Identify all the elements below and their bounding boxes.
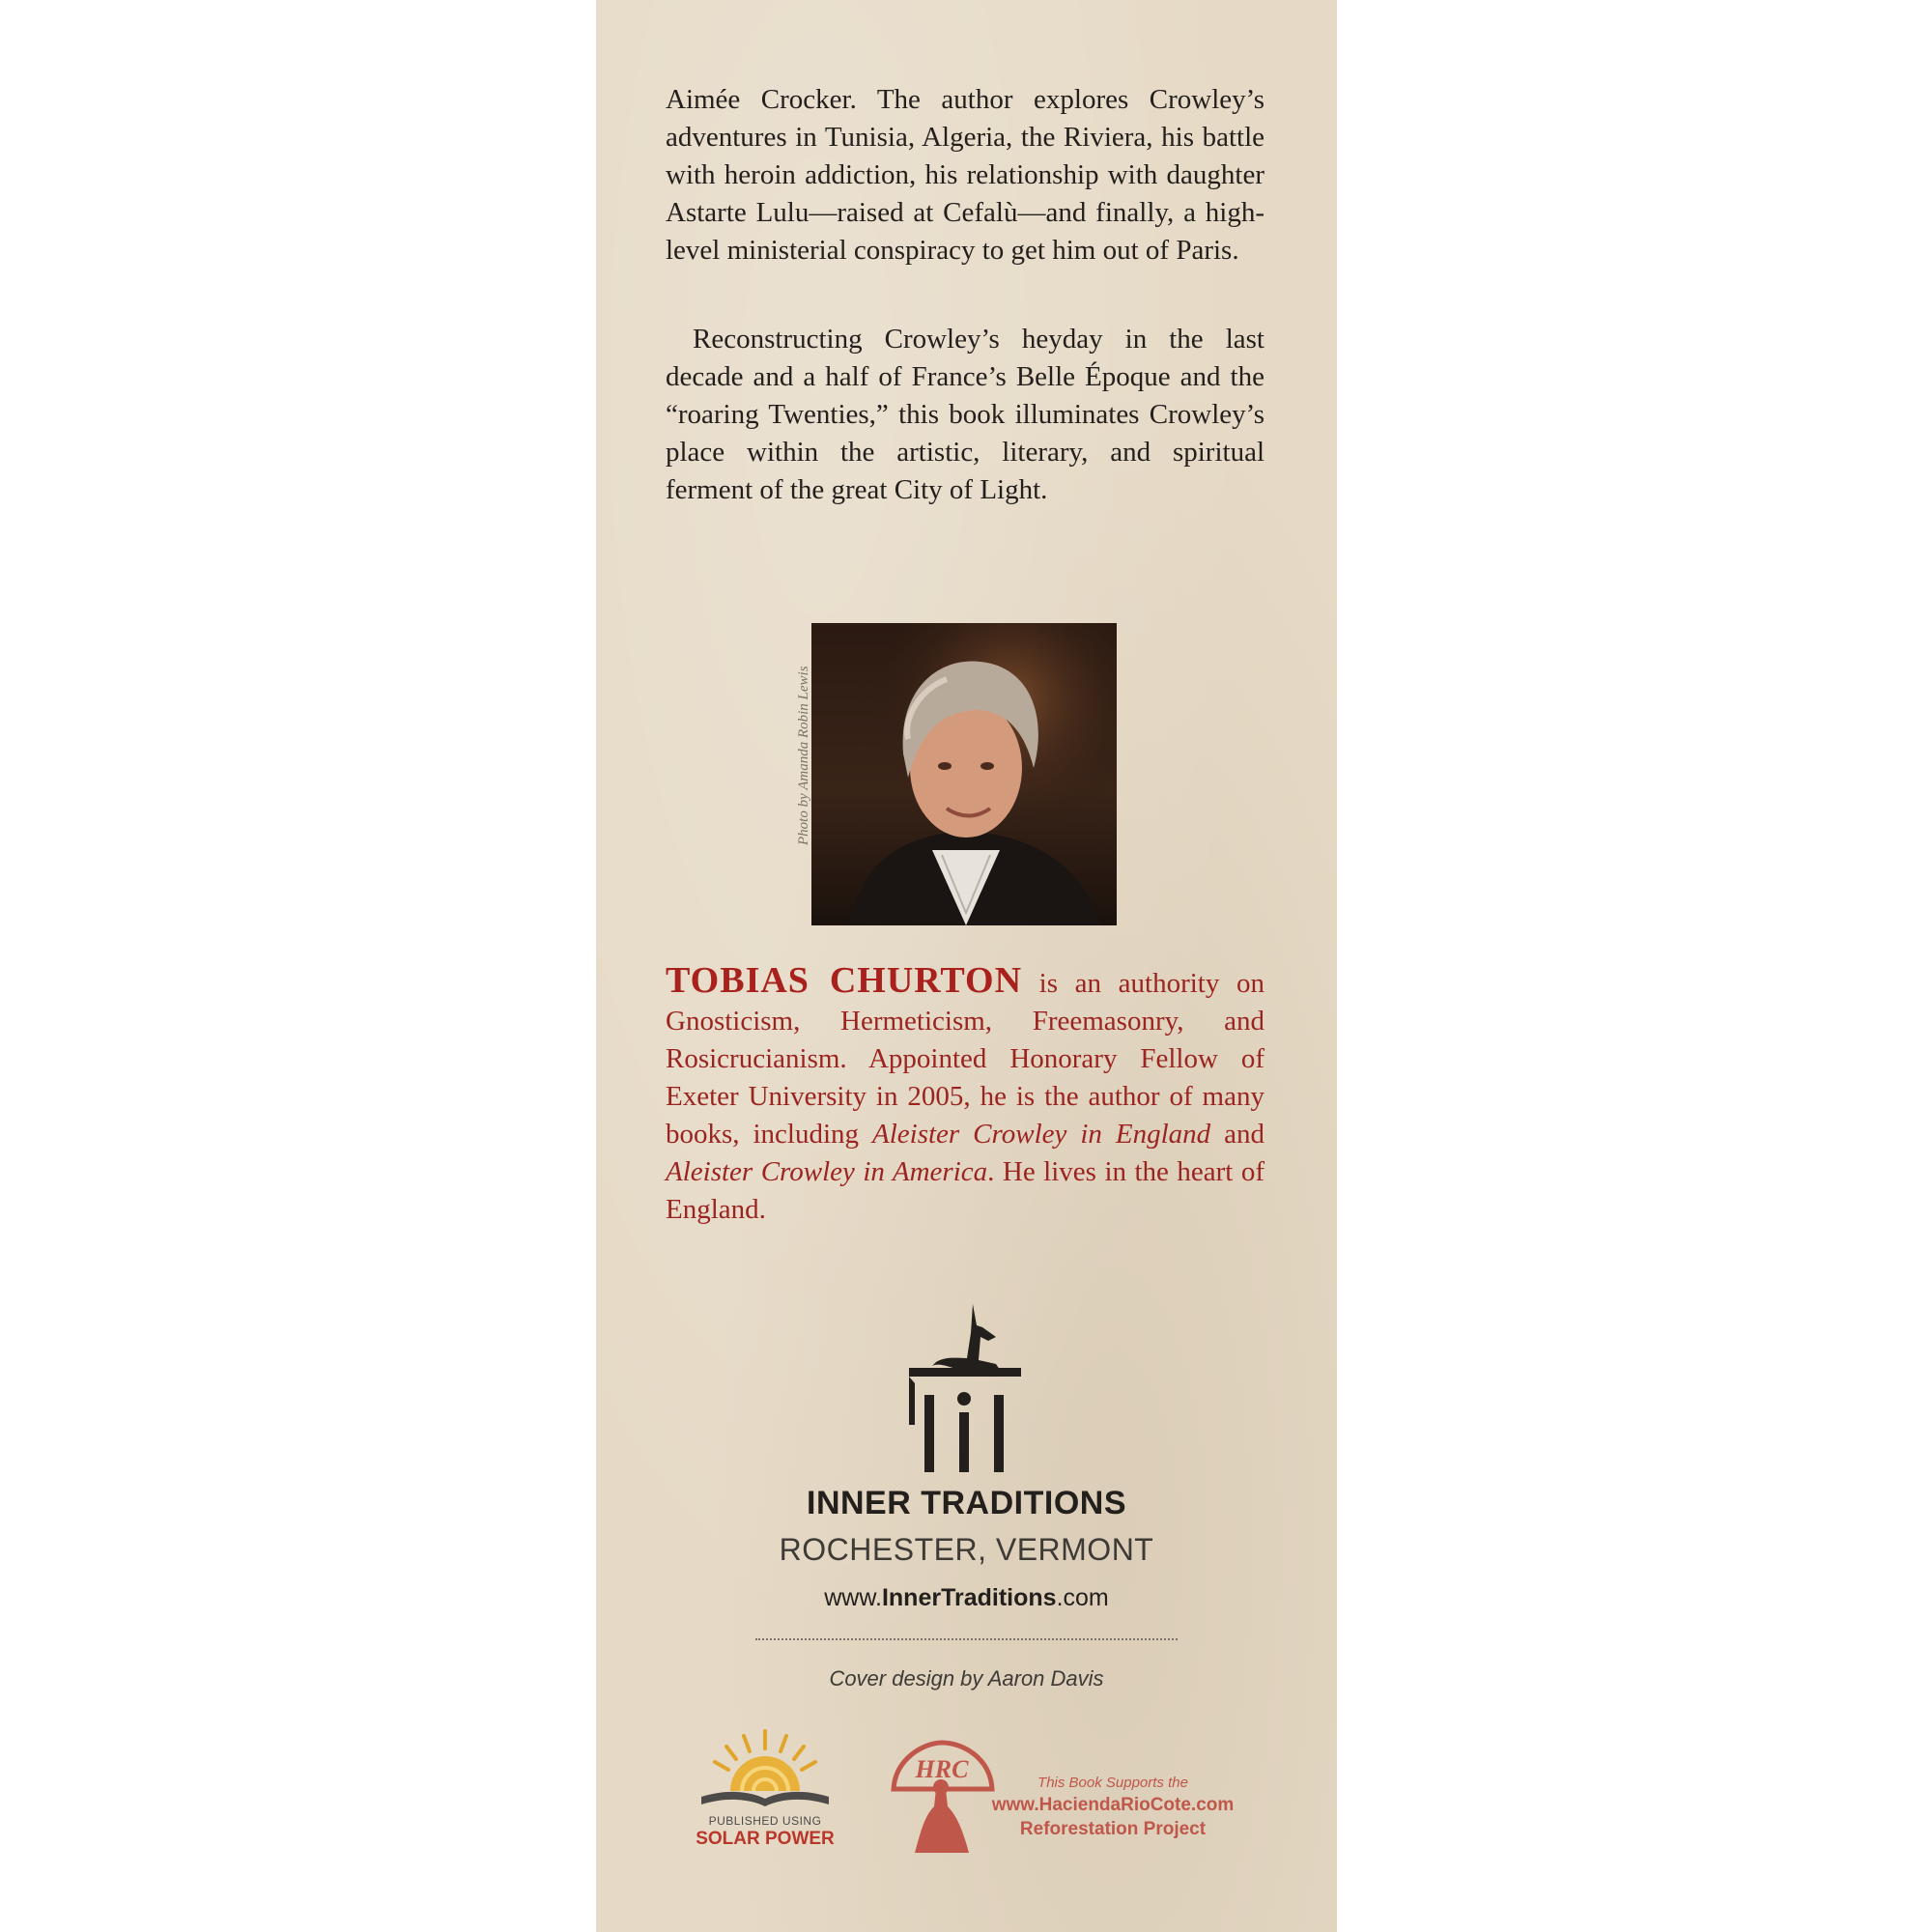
svg-text:HRC: HRC: [915, 1755, 969, 1783]
bio-text-3: . He lives in the heart of England.: [666, 1156, 1265, 1225]
bio-text-1: is an authority on Gnosticism, Hermeticism, Freemasonry, and Rosicrucianism. Appointed Honorary Fellow of Exeter University in 2005, he is the author of many books, including: [666, 968, 1264, 1150]
publisher-location: ROCHESTER, VERMONT: [779, 1532, 1154, 1567]
description-paragraph-1: Aimée Crocker. The author explores Crowley’s adventures in Tunisia, Algeria, the Riviera, his battle with heroin addiction, his relationship with daughter Astarte Lulu—raised at Cefalù—and finally, a high-level ministerial conspiracy to get him out of Paris.: [666, 84, 1264, 266]
hrc-line-1: This Book Supports the: [1037, 1775, 1188, 1791]
book-title-1: Aleister Crowley in England: [872, 1119, 1211, 1150]
book-flap: [596, 0, 1337, 1932]
solar-badge-line-2: SOLAR POWER: [696, 1829, 835, 1849]
publisher-name: INNER TRADITIONS: [807, 1485, 1126, 1521]
hrc-badge-text: [968, 1774, 1258, 1841]
url-suffix: .com: [1056, 1584, 1109, 1611]
solar-badge-line-1: PUBLISHED USING: [708, 1814, 822, 1828]
url-brand: InnerTraditions: [881, 1584, 1057, 1611]
anubis-iti-logo-icon: [903, 1304, 1029, 1473]
solar-power-badge: [688, 1721, 842, 1847]
author-bio: [666, 962, 1264, 1229]
publisher-url[interactable]: [596, 1584, 1337, 1612]
sun-book-icon: [688, 1721, 842, 1814]
bio-text-2: and: [1210, 1119, 1264, 1150]
author-photo: [811, 623, 1117, 925]
hrc-line-3: Reforestation Project: [1019, 1819, 1207, 1839]
hrc-url[interactable]: www.HaciendaRioCote.com: [991, 1795, 1235, 1815]
cover-credit: Cover design by Aaron Davis: [829, 1666, 1104, 1690]
description-paragraph-2: Reconstructing Crowley’s heyday in the last decade and a half of France’s Belle Époque and the “roaring Twenties,” this book illuminates Crowley’s place within the artistic, literary, and spiritual ferment of the great City of Light.: [666, 324, 1264, 505]
url-prefix: www.: [824, 1584, 882, 1611]
author-name: TOBIAS CHURTON: [666, 960, 1023, 1001]
book-title-2: Aleister Crowley in America: [666, 1156, 988, 1187]
photo-credit: Photo by Amanda Robin Lewis: [796, 666, 811, 845]
dotted-divider: [755, 1638, 1178, 1640]
